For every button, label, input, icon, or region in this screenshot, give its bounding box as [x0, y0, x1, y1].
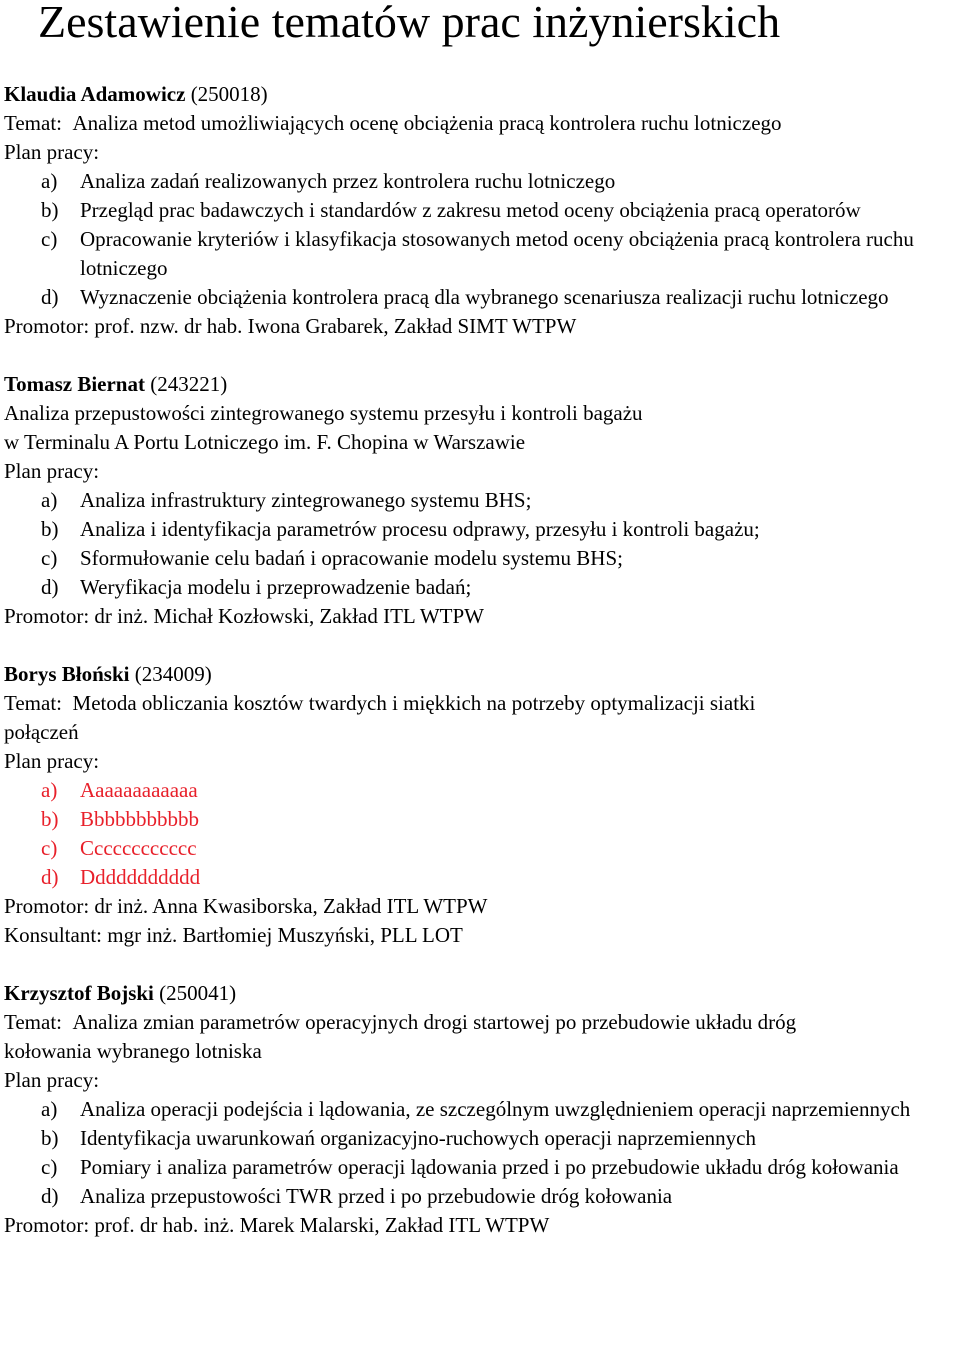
plan-marker: d): [41, 285, 59, 309]
plan-marker: c): [41, 546, 58, 570]
work-plan-list: [4, 1095, 960, 1211]
student-id: (250041): [159, 981, 237, 1005]
plan-marker: d): [41, 1184, 59, 1208]
plan-marker: b): [41, 198, 59, 222]
plan-item-c: [4, 544, 960, 573]
plan-marker: c): [41, 1155, 58, 1179]
plan-item-c: [4, 1153, 960, 1182]
plan-item-d: [4, 1182, 960, 1211]
plan-item-a: [4, 486, 960, 515]
plan-item-b: [4, 196, 960, 225]
topic-text: Metoda obliczania kosztów twardych i miękkich na potrzeby optymalizacji siatki: [72, 691, 756, 715]
plan-label: Plan pracy:: [4, 459, 100, 483]
plan-text: Aaaaaaaaaaaa: [80, 778, 198, 802]
topic-prefix: Temat:: [4, 1010, 63, 1034]
student-id: (250018): [190, 82, 268, 106]
student-id: (234009): [134, 662, 212, 686]
plan-text: Cccccccccccc: [80, 836, 197, 860]
topic-line-2: w Terminalu A Portu Lotniczego im. F. Chopina w Warszawie: [4, 430, 526, 454]
plan-text: Analiza operacji podejścia i lądowania, ze szczególnym uwzględnieniem operacji naprzemiennych: [80, 1097, 911, 1121]
student-name: Borys Błoński: [4, 662, 130, 686]
plan-marker: b): [41, 807, 59, 831]
plan-text: Opracowanie kryteriów i klasyfikacja stosowanych metod oceny obciążenia pracą kontrolera ruchu lotniczego: [80, 227, 914, 280]
thesis-entry-blonski: [4, 660, 960, 950]
work-plan-list-placeholder: [4, 776, 960, 892]
student-line: [4, 660, 960, 689]
plan-item-d: [4, 283, 960, 312]
thesis-entry-bojski: [4, 979, 960, 1240]
plan-label: Plan pracy:: [4, 1068, 100, 1092]
topic-line-2: kołowania wybranego lotniska: [4, 1039, 262, 1063]
plan-item-b: [4, 805, 960, 834]
topic-line-1: [4, 1008, 960, 1037]
plan-text: Wyznaczenie obciążenia kontrolera pracą dla wybranego scenariusza realizacji ruchu lotniczego: [80, 285, 889, 309]
topic-text: Analiza zmian parametrów operacyjnych drogi startowej po przebudowie układu dróg: [72, 1010, 797, 1034]
konsultant-line: Konsultant: mgr inż. Bartłomiej Muszyński, PLL LOT: [4, 923, 463, 947]
plan-text: Analiza zadań realizowanych przez kontrolera ruchu lotniczego: [80, 169, 616, 193]
plan-marker: a): [41, 169, 58, 193]
plan-marker: d): [41, 865, 59, 889]
plan-item-a: [4, 167, 960, 196]
plan-text: Sformułowanie celu badań i opracowanie modelu systemu BHS;: [80, 546, 623, 570]
plan-item-a: [4, 776, 960, 805]
student-line: [4, 370, 960, 399]
topic-line-1: Analiza przepustowości zintegrowanego systemu przesyłu i kontroli bagażu: [4, 401, 643, 425]
plan-text: Ddddddddddd: [80, 865, 201, 889]
plan-item-c: [4, 834, 960, 863]
promotor-line: Promotor: dr inż. Anna Kwasiborska, Zakład ITL WTPW: [4, 894, 488, 918]
plan-item-b: [4, 515, 960, 544]
student-name: Tomasz Biernat: [4, 372, 145, 396]
plan-marker: a): [41, 1097, 58, 1121]
promotor-line: Promotor: prof. dr hab. inż. Marek Malarski, Zakład ITL WTPW: [4, 1213, 550, 1237]
plan-marker: a): [41, 778, 58, 802]
thesis-entry-adamowicz: [4, 80, 960, 341]
plan-marker: a): [41, 488, 58, 512]
plan-text: Analiza infrastruktury zintegrowanego systemu BHS;: [80, 488, 532, 512]
topic-line-1: [4, 689, 960, 718]
promotor-line: Promotor: prof. nzw. dr hab. Iwona Grabarek, Zakład SIMT WTPW: [4, 314, 577, 338]
topic-text: Analiza metod umożliwiających ocenę obciążenia pracą kontrolera ruchu lotniczego: [72, 111, 782, 135]
student-name: Krzysztof Bojski: [4, 981, 154, 1005]
plan-text: Identyfikacja uwarunkowań organizacyjno-ruchowych operacji naprzemiennych: [80, 1126, 756, 1150]
student-name: Klaudia Adamowicz: [4, 82, 186, 106]
topic-prefix: Temat:: [4, 111, 63, 135]
plan-label: Plan pracy:: [4, 749, 100, 773]
plan-text: Analiza i identyfikacja parametrów procesu odprawy, przesyłu i kontroli bagażu;: [80, 517, 760, 541]
promotor-line: Promotor: dr inż. Michał Kozłowski, Zakład ITL WTPW: [4, 604, 484, 628]
plan-text: Pomiary i analiza parametrów operacji lądowania przed i po przebudowie układu dróg kołowania: [80, 1155, 899, 1179]
plan-marker: c): [41, 227, 58, 251]
plan-marker: b): [41, 517, 59, 541]
plan-text: Bbbbbbbbbbb: [80, 807, 200, 831]
plan-item-d: [4, 573, 960, 602]
plan-item-b: [4, 1124, 960, 1153]
topic-prefix: Temat:: [4, 691, 63, 715]
topic-line: [4, 109, 960, 138]
plan-item-c: [4, 225, 960, 283]
plan-marker: c): [41, 836, 58, 860]
document-title: Zestawienie tematów prac inżynierskich: [38, 0, 781, 47]
plan-text: Weryfikacja modelu i przeprowadzenie badań;: [80, 575, 472, 599]
topic-line-2: połączeń: [4, 720, 79, 744]
plan-item-d: [4, 863, 960, 892]
work-plan-list: [4, 167, 960, 312]
student-id: (243221): [150, 372, 228, 396]
plan-item-a: [4, 1095, 960, 1124]
work-plan-list: [4, 486, 960, 602]
plan-text: Analiza przepustowości TWR przed i po przebudowie dróg kołowania: [80, 1184, 673, 1208]
plan-label: Plan pracy:: [4, 140, 100, 164]
plan-marker: b): [41, 1126, 59, 1150]
student-line: [4, 979, 960, 1008]
plan-marker: d): [41, 575, 59, 599]
thesis-entry-biernat: [4, 370, 960, 631]
plan-text: Przegląd prac badawczych i standardów z zakresu metod oceny obciążenia pracą operatorów: [80, 198, 861, 222]
thesis-list: [4, 80, 960, 1269]
student-line: [4, 80, 960, 109]
